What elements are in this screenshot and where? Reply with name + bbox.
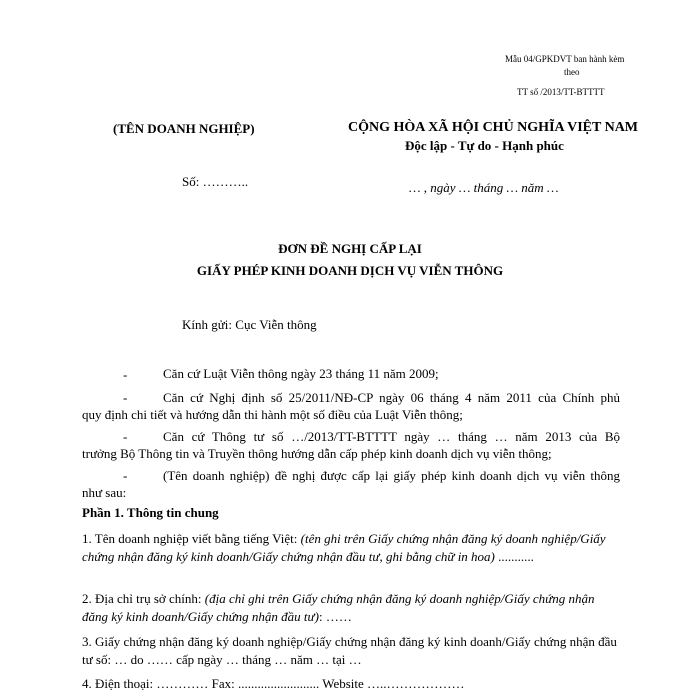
list-dash: -: [123, 390, 128, 405]
form-reference-line3: TT số /2013/TT-BTTTT: [517, 87, 605, 97]
item-1-hint: (tên ghi trên Giấy chứng nhận đăng ký doanh nghiệp/Giấy chứng nhận đăng ký kinh doanh/Giấy chứng nhận đầu tư, ghi bằng chữ in hoa): [82, 531, 606, 564]
company-name: (TÊN DOANH NGHIỆP): [113, 121, 255, 136]
legal-basis-2-cont: quy định chi tiết và hướng dẫn thi hành một số điều của Luật Viễn thông;: [82, 407, 463, 422]
recipient: Kính gửi: Cục Viễn thông: [182, 317, 317, 332]
legal-basis-4-cont: như sau:: [82, 485, 127, 500]
section-1-heading: Phần 1. Thông tin chung: [82, 505, 219, 520]
item-1-label: 1. Tên doanh nghiệp viết bằng tiếng Việt:: [82, 531, 301, 546]
item-2-hint: (địa chỉ ghi trên Giấy chứng nhận đăng ký doanh nghiệp/Giấy chứng nhận đăng ký kinh doanh/Giấy chứng nhận đầu tư): [82, 591, 595, 624]
form-reference-line1: Mẫu 04/GPKDVT ban hành kèm: [505, 54, 625, 64]
form-reference-line2: theo: [564, 67, 580, 77]
document-number: Số: ………..: [182, 174, 249, 189]
republic-title: CỘNG HÒA XÃ HỘI CHỦ NGHĨA VIỆT NAM: [348, 120, 639, 135]
document-title-line2: GIẤY PHÉP KINH DOANH DỊCH VỤ VIỄN THÔNG: [196, 263, 504, 278]
list-dash: -: [123, 429, 128, 444]
item-4-contact: 4. Điện thoại: ………… Fax: ......................... Website …..………………: [82, 676, 465, 691]
legal-basis-2: Căn cứ Nghị định số 25/2011/NĐ-CP ngày 06 tháng 4 năm 2011 của Chính phủ: [163, 390, 620, 405]
list-dash: -: [123, 468, 128, 483]
legal-basis-3: Căn cứ Thông tư số …/2013/TT-BTTTT ngày … tháng … năm 2013 của Bộ: [163, 429, 620, 444]
item-3-registration: 3. Giấy chứng nhận đăng ký doanh nghiệp/Giấy chứng nhận đăng ký kinh doanh/Giấy chứng nhận đầu tư số: … do …… cấp ngày … tháng … năm … tại …: [82, 634, 617, 667]
item-1-company-name: [82, 530, 620, 566]
document-title-line1: ĐƠN ĐỀ NGHỊ CẤP LẠI: [278, 241, 422, 256]
legal-basis-3-cont: trưởng Bộ Thông tin và Truyền thông hướng dẫn cấp phép kinh doanh dịch vụ viễn thông;: [82, 446, 552, 461]
legal-basis-1: Căn cứ Luật Viễn thông ngày 23 tháng 11 năm 2009;: [163, 366, 439, 381]
item-1-fill: ...........: [494, 549, 534, 564]
item-2-label: 2. Địa chỉ trụ sở chính:: [82, 591, 205, 606]
legal-basis-4: (Tên doanh nghiệp) đề nghị được cấp lại giấy phép kinh doanh dịch vụ viễn thông: [163, 468, 620, 483]
national-motto: Độc lập - Tự do - Hạnh phúc: [405, 138, 564, 153]
list-dash: -: [123, 367, 128, 382]
item-2-fill: : ……: [318, 609, 352, 624]
place-and-date: … , ngày … tháng … năm …: [409, 180, 559, 195]
item-2-address: [82, 590, 620, 626]
